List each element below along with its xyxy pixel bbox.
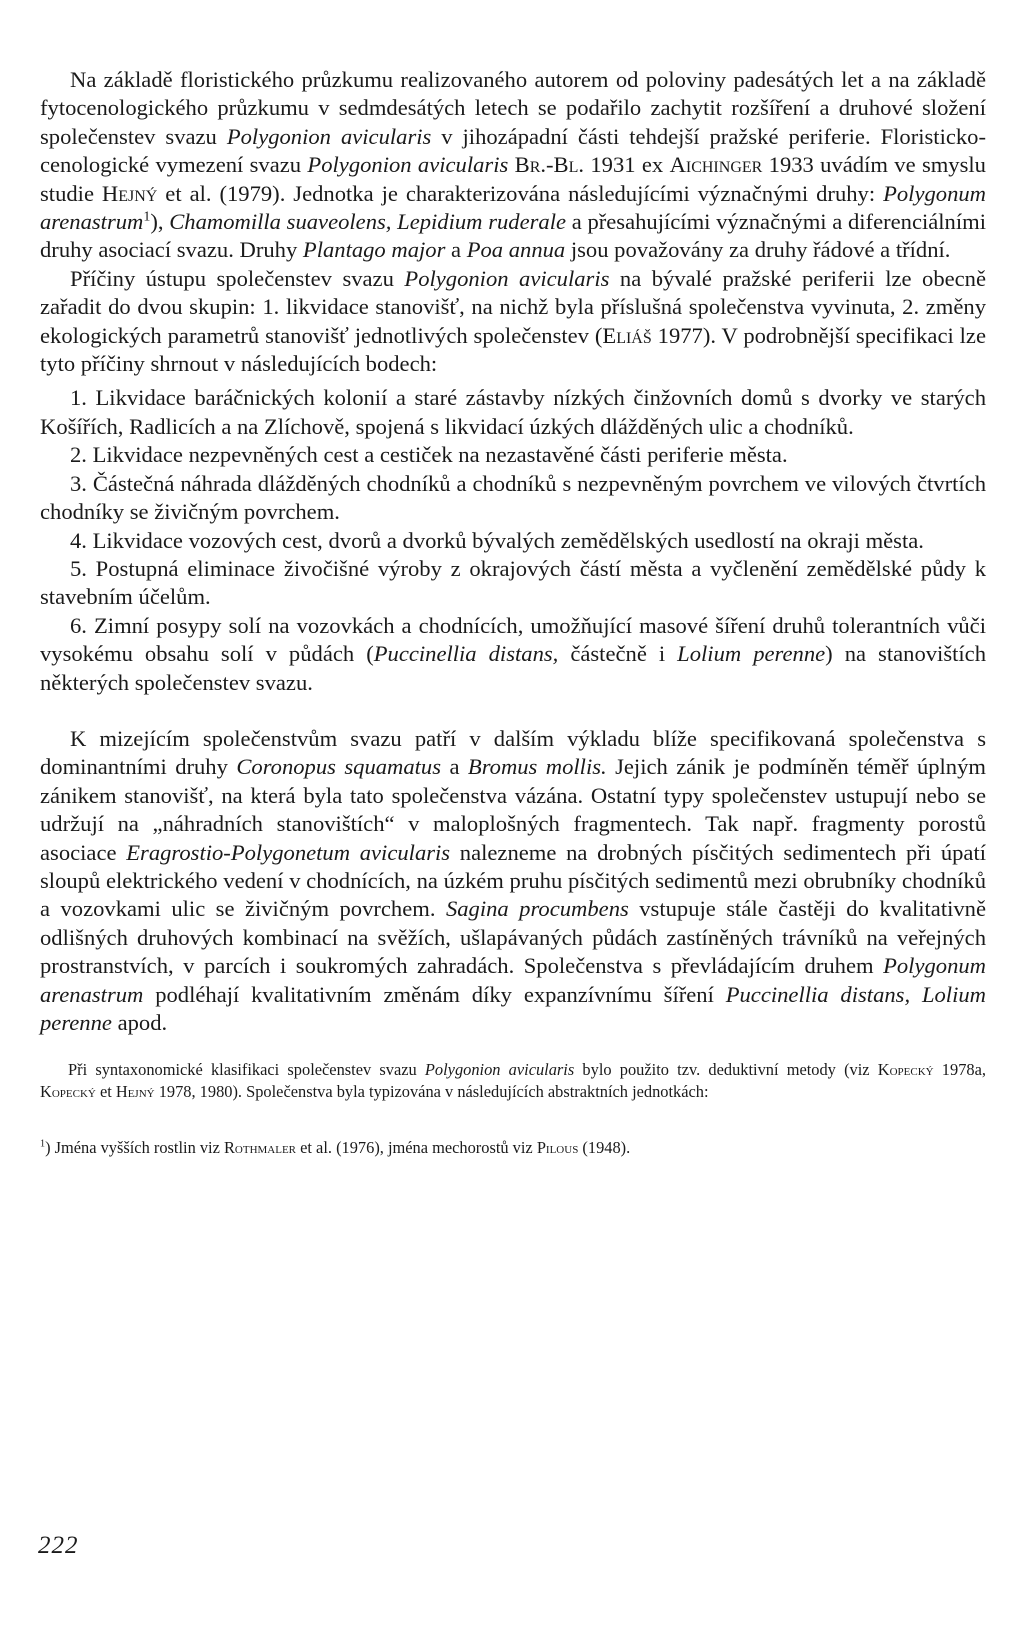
taxon-name: Polygonum arenastrum [40,953,986,1007]
author-name: Hejný [101,180,158,206]
list-item-4: 4. Likvidace vozových cest, dvorů a dvorků bývalých zemědělských usedlostí na okraji města. [70,527,924,553]
paragraph-causes [40,265,986,379]
author-name: Kopecký [40,1082,96,1102]
text-run: 1933 uvádím ve smyslu studie [40,152,986,206]
text-run: Jejich zánik je podmíněn téměř úplným zánikem stanovišť, na která byla tato společenstva vázána. Ostatní typy společenstev ustupují nebo se udržují na „náhradních stanovištích“ v maloplošných fragmentech. Tak např. fragmenty porostů asociace [40,754,986,865]
author-name: Br.-Bl. [514,152,585,178]
taxon-name: Puccinellia distans, Lolium perenne [40,981,986,1035]
paragraph-vanishing [40,725,986,1037]
taxon-name: Plantago major [302,237,446,263]
text-run: ) na stanovištích některých společenstev svazu. [40,641,986,695]
text-run: (1948). [578,1138,631,1158]
taxon-name: Puccinellia distans, [373,641,559,667]
text-run: K mizejícím společenstvům svazu patří v dalším výkladu blíže specifikovaná společenstva s dominantními druhy [40,725,986,780]
text-run: Na základě floristického průzkumu realizovaného autorem od poloviny padesátých let a na základě fytocenologického průzkumu v sedmdesátých letech se podařilo zachytit rozšíření a druhové složení společenstev svazu [40,67,986,149]
taxon-name: Polygonion avicularis [226,123,432,149]
list-item-3: 3. Částečná náhrada dlážděných chodníků a chodníků s nezpevněným povrchem ve vilových čtvrtích chodníky se živičným povrchem. [40,470,986,525]
text-run: vstupuje stále častěji do kvalitativně odlišných druhových kombinací na svěžích, ušlapávaných půdách zastíněných trávníků na veřejných prostranstvích, v parcích i soukromých zahradách. Společenstva s převládajícím druhem [40,896,987,979]
text-run: ) Jména vyšších rostlin viz [45,1138,224,1158]
author-name: Pilous [536,1138,579,1158]
text-run: částečně i [558,641,678,667]
text-run: bylo použito tzv. deduktivní metody (viz [574,1060,878,1080]
text-run: 6. Zimní posypy solí na vozovkách a chodnících, umožňující masové šíření druhů tolerantních vůči vysokému obsahu solí v půdách ( [40,612,986,667]
text-run: et [95,1082,116,1102]
text-run: et al. (1979). Jednotka je charakterizována následujícími význačnými druhy: [157,180,884,206]
taxon-name: Lolium perenne [677,641,826,667]
text-run: 1978, 1980). Společenstva byla typizována v následujících abstraktních jednotkách: [154,1082,709,1102]
taxon-name: Sagina procumbens [445,896,629,922]
taxon-name: Poa annua [466,237,566,263]
text-run: et al. (1976), jména mechorostů viz [296,1138,537,1158]
taxon-name: Chamomilla suaveolens, Lepidium ruderale [169,209,567,235]
text-run: 1977). V podrobnější specifikaci lze tyto příčiny shrnout v následujících bodech: [40,322,986,377]
footnote-mark: 1 [40,1138,46,1150]
text-run: Při syntaxonomické klasifikaci společenstev svazu [68,1060,425,1080]
taxon-name: Polygonum arenastrum [40,180,986,235]
author-name: Kopecký [877,1060,934,1080]
text-run: nalezneme na drobných písčitých sedimentech při úpatí sloupů elektrického vedení v chodnících, na úzkém pruhu písčitých sedimentů mezi obrubníky chodníků a vozovkami ulic se živičným povrchem. [40,839,987,922]
taxon-name: Polygonion avicularis [307,152,509,178]
list-item-6 [40,612,986,697]
taxon-name: Coronopus squamatus [236,754,442,780]
text-run: apod. [111,1010,168,1035]
taxon-name: Polygonion avicularis [404,265,610,291]
text-run: a [441,754,468,780]
footnote-ref: 1 [143,209,151,225]
footnote [40,1137,986,1159]
text-run: na bývalé pražské periferii lze obecně zařadit do dvou skupin: 1. likvidace stanovišť, na nichž byla příslušná společenstva vyvinuta, 2. změny ekologických parametrů stanovišť jednotlivých společenstev ( [40,265,986,348]
author-name: Rothmaler [223,1138,297,1158]
page-body [40,66,986,1159]
taxon-name: Bromus mollis. [467,754,607,780]
author-name: Hejný [115,1082,155,1102]
text-run: 1978a, [933,1060,986,1080]
page-number: 222 [38,1532,79,1559]
author-name: Eliáš [602,322,652,348]
paragraph-intro [40,66,986,265]
taxon-name: Polygonion avicularis [424,1060,575,1080]
text-run: Příčiny ústupu společenstev svazu [70,265,405,291]
text-run: a [445,237,467,263]
list-item-1: 1. Likvidace baráčnických kolonií a staré zástavby nízkých činžovních domů s dvorky ve starých Košířích, Radlicích a na Zlíchově, spojená s likvidací úzkých dlážděných ulic a chodníků. [40,385,986,439]
paragraph-method [40,1059,986,1103]
text-run: jsou považovány za druhy řádové a třídní. [565,237,951,263]
list-item-2: 2. Likvidace nezpevněných cest a cestiček na nezastavěné části periferie města. [70,442,788,468]
text-run: podléhají kvalitativním změnám díky expanzívnímu šíření [143,981,726,1007]
author-name: Aichinger [669,152,763,178]
text-run: v jihozápadní části tehdejší pražské periferie. Floristicko-cenologické vymezení svazu [40,123,986,178]
list-item-5: 5. Postupná eliminace živočišné výroby z okrajových částí města a vyčlenění zemědělské půdy k stavebním účelům. [40,555,986,610]
taxon-name: Eragrostio-Polygonetum avicularis [126,839,451,865]
text-run: 1931 ex [584,152,670,178]
text-run: a přesahujícími význačnými a diferenciálními druhy asociací svazu. Druhy [40,209,986,263]
text-run: ), [150,209,170,235]
